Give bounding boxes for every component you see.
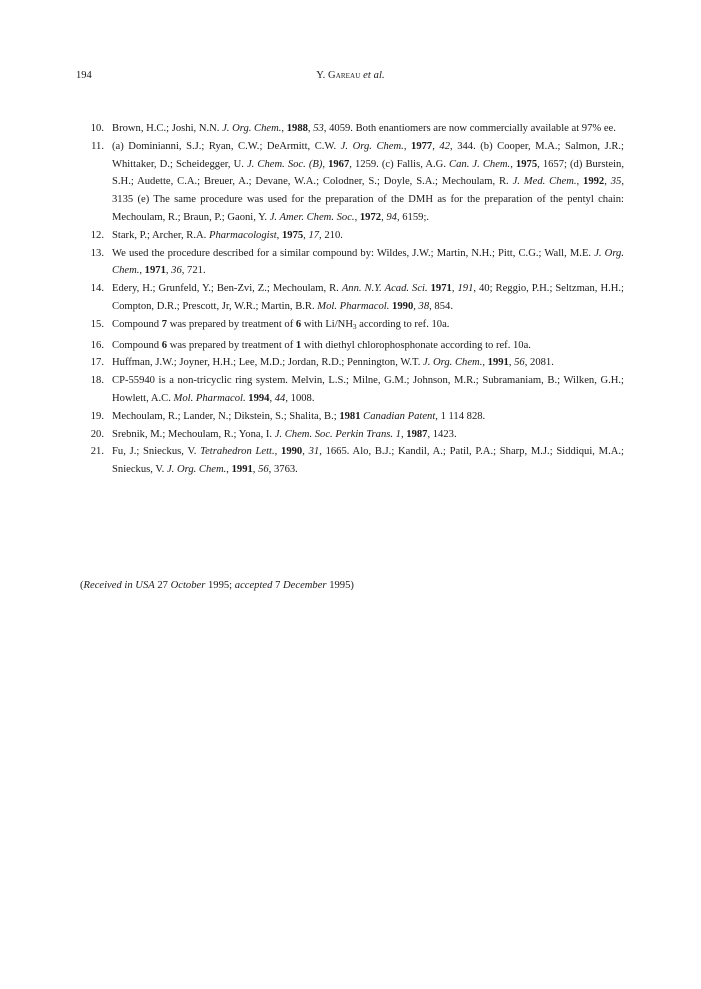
reference-text-run: was prepared by treatment of [167, 318, 296, 330]
reference-bold-run: 6 [161, 339, 168, 351]
reference-bold-run: 1975 [281, 229, 304, 241]
reference-text-run: , [510, 158, 516, 170]
reference-item [80, 227, 624, 245]
reference-text-run: , [604, 176, 611, 188]
received-open-paren: ( [80, 580, 84, 591]
reference-text-run: , [413, 300, 419, 312]
reference-bold-run: 1971 [144, 265, 166, 277]
reference-text-run: , 4059. Both enantiomers are now commercially available at 97% ee. [323, 123, 616, 134]
reference-item [80, 280, 624, 316]
reference-text-run: (a) Dominianni, S.J.; Ryan, C.W.; DeArmitt, C.W. [112, 140, 341, 152]
reference-bold-run: 1971 [430, 283, 452, 295]
reference-subscript: 3 [352, 322, 357, 331]
reference-bold-run: 1987 [406, 428, 428, 440]
reference-bold-run: 6 [295, 318, 302, 330]
reference-item [80, 372, 624, 408]
reference-text-run: according to ref. 10a. [356, 318, 450, 330]
reference-text-run: , 854. [429, 300, 453, 312]
reference-italic-run: 56 [514, 357, 525, 369]
reference-text-run: , [322, 158, 329, 170]
reference-text-run: , 40; Reggio, P.H.; Seltzman, H.H.; Compton, D.R.; Prescott, Jr, W.R.; Martin, B.R. [112, 283, 624, 312]
reference-text-run: , 1665. Alo, B.J.; Kandil, A.; Patil, P.A.; Sharp, M.J.; Siddiqui, M.A.; Snieckus, V. [112, 446, 624, 476]
reference-italic-run: 38 [418, 300, 430, 312]
reference-italic-run: 94 [386, 211, 397, 223]
reference-text-run: Fu, J.; Snieckus, V. [112, 446, 201, 458]
reference-text-run: , 1 114 828. [435, 410, 486, 422]
reference-text-run: , 1008. [285, 392, 315, 404]
reference-number: 10. [90, 123, 104, 134]
reference-number: 12. [90, 229, 104, 241]
reference-text-run: , [269, 392, 275, 404]
reference-text-run: , [226, 464, 232, 476]
reference-text-run: Brown, H.C.; Joshi, N.N. [112, 123, 223, 134]
received-label: Received in USA [83, 580, 155, 591]
reference-text-run: , 210. [319, 229, 343, 241]
reference-number: 11. [91, 140, 104, 152]
reference-text-run: , 1259. (c) Fallis, A.G. [349, 158, 450, 170]
reference-italic-run: Pharmacologist [208, 229, 277, 241]
reference-bold-run: 1991 [231, 464, 253, 476]
reference-item [80, 120, 624, 138]
reference-number: 14. [90, 283, 104, 295]
reference-italic-run: 53 [313, 123, 324, 134]
reference-item [80, 245, 624, 281]
reference-italic-run: J. Org. Chem. [166, 464, 227, 476]
received-line [80, 580, 354, 591]
reference-item [80, 354, 624, 372]
reference-text-run: , [303, 229, 309, 241]
reference-bold-run: 1990 [281, 446, 303, 458]
reference-text-run: Srebnik, M.; Mechoulam, R.; Yona, I. [112, 428, 275, 440]
reference-text [112, 408, 624, 426]
reference-text-run: , [281, 123, 287, 134]
reference-text-run: , [403, 140, 412, 152]
reference-bold-run: 1 [295, 339, 302, 351]
reference-italic-run: 17 [308, 229, 320, 241]
reference-text [112, 372, 624, 408]
reference-text-run: , [432, 140, 440, 152]
reference-number: 15. [90, 318, 104, 330]
reference-text-run: , [508, 357, 515, 369]
reference-italic-run: Canadian Patent [363, 410, 436, 422]
reference-bold-run: 1994 [248, 392, 270, 404]
reference-text-run: , [252, 464, 259, 476]
reference-italic-run: 35 [610, 176, 622, 188]
reference-number: 20. [90, 428, 104, 440]
reference-text-run: , [276, 229, 282, 241]
reference-text-run: with Li/NH [301, 318, 353, 330]
reference-text-run: , 3763. [268, 464, 298, 476]
reference-italic-run: 191 [457, 283, 474, 295]
reference-item [80, 337, 624, 355]
reference-item [80, 138, 624, 227]
reference-italic-run: 56 [258, 464, 269, 476]
reference-bold-run: 7 [161, 318, 168, 330]
reference-italic-run: J. Med. Chem. [512, 176, 577, 188]
reference-bold-run: 1990 [392, 300, 414, 312]
reference-text-run: Huffman, J.W.; Joyner, H.H.; Lee, M.D.; Jordan, R.D.; Pennington, W.T. [112, 357, 423, 369]
reference-bold-run: 1977 [411, 140, 433, 152]
reference-italic-run: J. Org. Chem. [112, 247, 624, 277]
reference-text-run: , [139, 265, 145, 277]
reference-text-run: , 6159;. [396, 211, 430, 223]
reference-list [80, 120, 624, 479]
accepted-month: December [283, 580, 327, 591]
reference-text-run: We used the procedure described for a similar compound by: Wildes, J.W.; Martin, N.H.; Pitt, C.G.; Wall, M.E. [112, 247, 595, 259]
reference-text-run: , [482, 357, 488, 369]
received-day: 27 [154, 580, 171, 591]
reference-text-run: , [165, 265, 172, 277]
received-year: 1995; [205, 580, 235, 591]
reference-italic-run: 31 [308, 446, 320, 458]
reference-text-run: Compound [112, 339, 162, 351]
reference-text-run: , [354, 211, 360, 223]
reference-italic-run: Can. J. Chem. [449, 158, 511, 170]
reference-bold-run: 1967 [328, 158, 350, 170]
reference-italic-run: Mol. Pharmacol. [317, 300, 390, 312]
reference-text [112, 426, 624, 444]
reference-text-run: Stark, P.; Archer, R.A. [112, 229, 209, 241]
reference-text-run: , 344. (b) Cooper, M.A.; Salmon, J.R.; Whittaker, D.; Scheidegger, U. [112, 140, 624, 170]
reference-text-run: , 721. [181, 265, 206, 277]
reference-text-run: , [307, 123, 314, 134]
received-month: October [170, 580, 206, 591]
reference-item [80, 408, 624, 426]
reference-text [112, 337, 624, 355]
reference-item [80, 443, 624, 479]
reference-text-run: CP-55940 is a non-tricyclic ring system. Melvin, L.S.; Milne, G.M.; Johnson, M.R.; Subramaniam, B.; Wilken, G.H.; Howlett, A.C. [112, 375, 624, 404]
reference-number: 18. [90, 375, 104, 387]
reference-item [80, 316, 624, 337]
reference-text [112, 316, 624, 337]
reference-italic-run: J. Chem. Soc. (B) [246, 158, 323, 170]
reference-text [112, 227, 624, 245]
reference-bold-run: 1972 [359, 211, 382, 223]
reference-text-run: , 2081. [524, 357, 554, 369]
reference-number: 19. [90, 410, 104, 422]
reference-italic-run: J. Org. Chem. [340, 140, 404, 152]
reference-text-run: , 1423. [427, 428, 457, 440]
reference-text-run: Edery, H.; Grunfeld, Y.; Ben-Zvi, Z.; Mechoulam, R. [112, 283, 342, 295]
reference-italic-run: Tetrahedron Lett. [200, 446, 275, 458]
accepted-year: 1995) [326, 580, 354, 591]
accepted-label: accepted [234, 580, 273, 591]
reference-italic-run: 36 [171, 265, 182, 277]
reference-text-run: , [381, 211, 387, 223]
running-head-author-surname: areau [335, 70, 361, 81]
reference-italic-run: Ann. N.Y. Acad. Sci. [341, 283, 428, 295]
reference-italic-run: 42 [439, 140, 450, 152]
page-number: 194 [76, 70, 92, 81]
reference-text [112, 443, 624, 479]
reference-italic-run: J. Chem. Soc. Perkin Trans. 1 [274, 428, 401, 440]
reference-text [112, 138, 624, 227]
reference-text-run: , [302, 446, 309, 458]
reference-number: 17. [90, 357, 104, 369]
reference-number: 13. [90, 247, 104, 259]
reference-text-run: , 1657; (d) Burstein, S.H.; Audette, C.A.; Breuer, A.; Devane, W.A.; Colodner, S.; Doyle, S.A.; Mechoulam, R. [112, 158, 624, 188]
reference-item [80, 426, 624, 444]
reference-text-run: , [400, 428, 407, 440]
reference-bold-run: 1981 [339, 410, 361, 422]
reference-italic-run: Mol. Pharmacol. [173, 392, 246, 404]
reference-text [112, 354, 624, 372]
reference-text-run: , [451, 283, 458, 295]
reference-italic-run: J. Amer. Chem. Soc. [269, 211, 355, 223]
reference-text [112, 120, 624, 138]
reference-text-run: Mechoulam, R.; Lander, N.; Dikstein, S.; Shalita, B.; [112, 410, 340, 422]
running-head-author-initial: Y. G [316, 70, 336, 81]
reference-text [112, 280, 624, 316]
reference-text-run: was prepared by treatment of [167, 339, 296, 351]
reference-bold-run: 1991 [487, 357, 509, 369]
reference-number: 21. [90, 446, 104, 458]
reference-italic-run: J. Org. Chem. [423, 357, 483, 369]
reference-text-run: Compound [112, 318, 162, 330]
reference-number: 16. [90, 339, 104, 351]
reference-text-run: , 3135 (e) The same procedure was used for the preparation of the DMH as for the preparation of the pentyl chain: Mechoulam, R.; Braun, P.; Gaoni, Y. [112, 176, 624, 223]
reference-bold-run: 1975 [515, 158, 538, 170]
reference-bold-run: 1992 [583, 176, 605, 188]
reference-text-run: , [576, 176, 584, 188]
reference-text-run: , [274, 446, 282, 458]
reference-text [112, 245, 624, 281]
reference-bold-run: 1988 [286, 123, 308, 134]
reference-italic-run: 44 [274, 392, 286, 404]
running-head-et-al: et al. [363, 70, 385, 81]
reference-italic-run: J. Org. Chem. [222, 123, 282, 134]
accepted-day: 7 [272, 580, 284, 591]
running-head [0, 70, 701, 81]
reference-text-run: with diethyl chlorophosphonate according to ref. 10a. [301, 339, 531, 351]
